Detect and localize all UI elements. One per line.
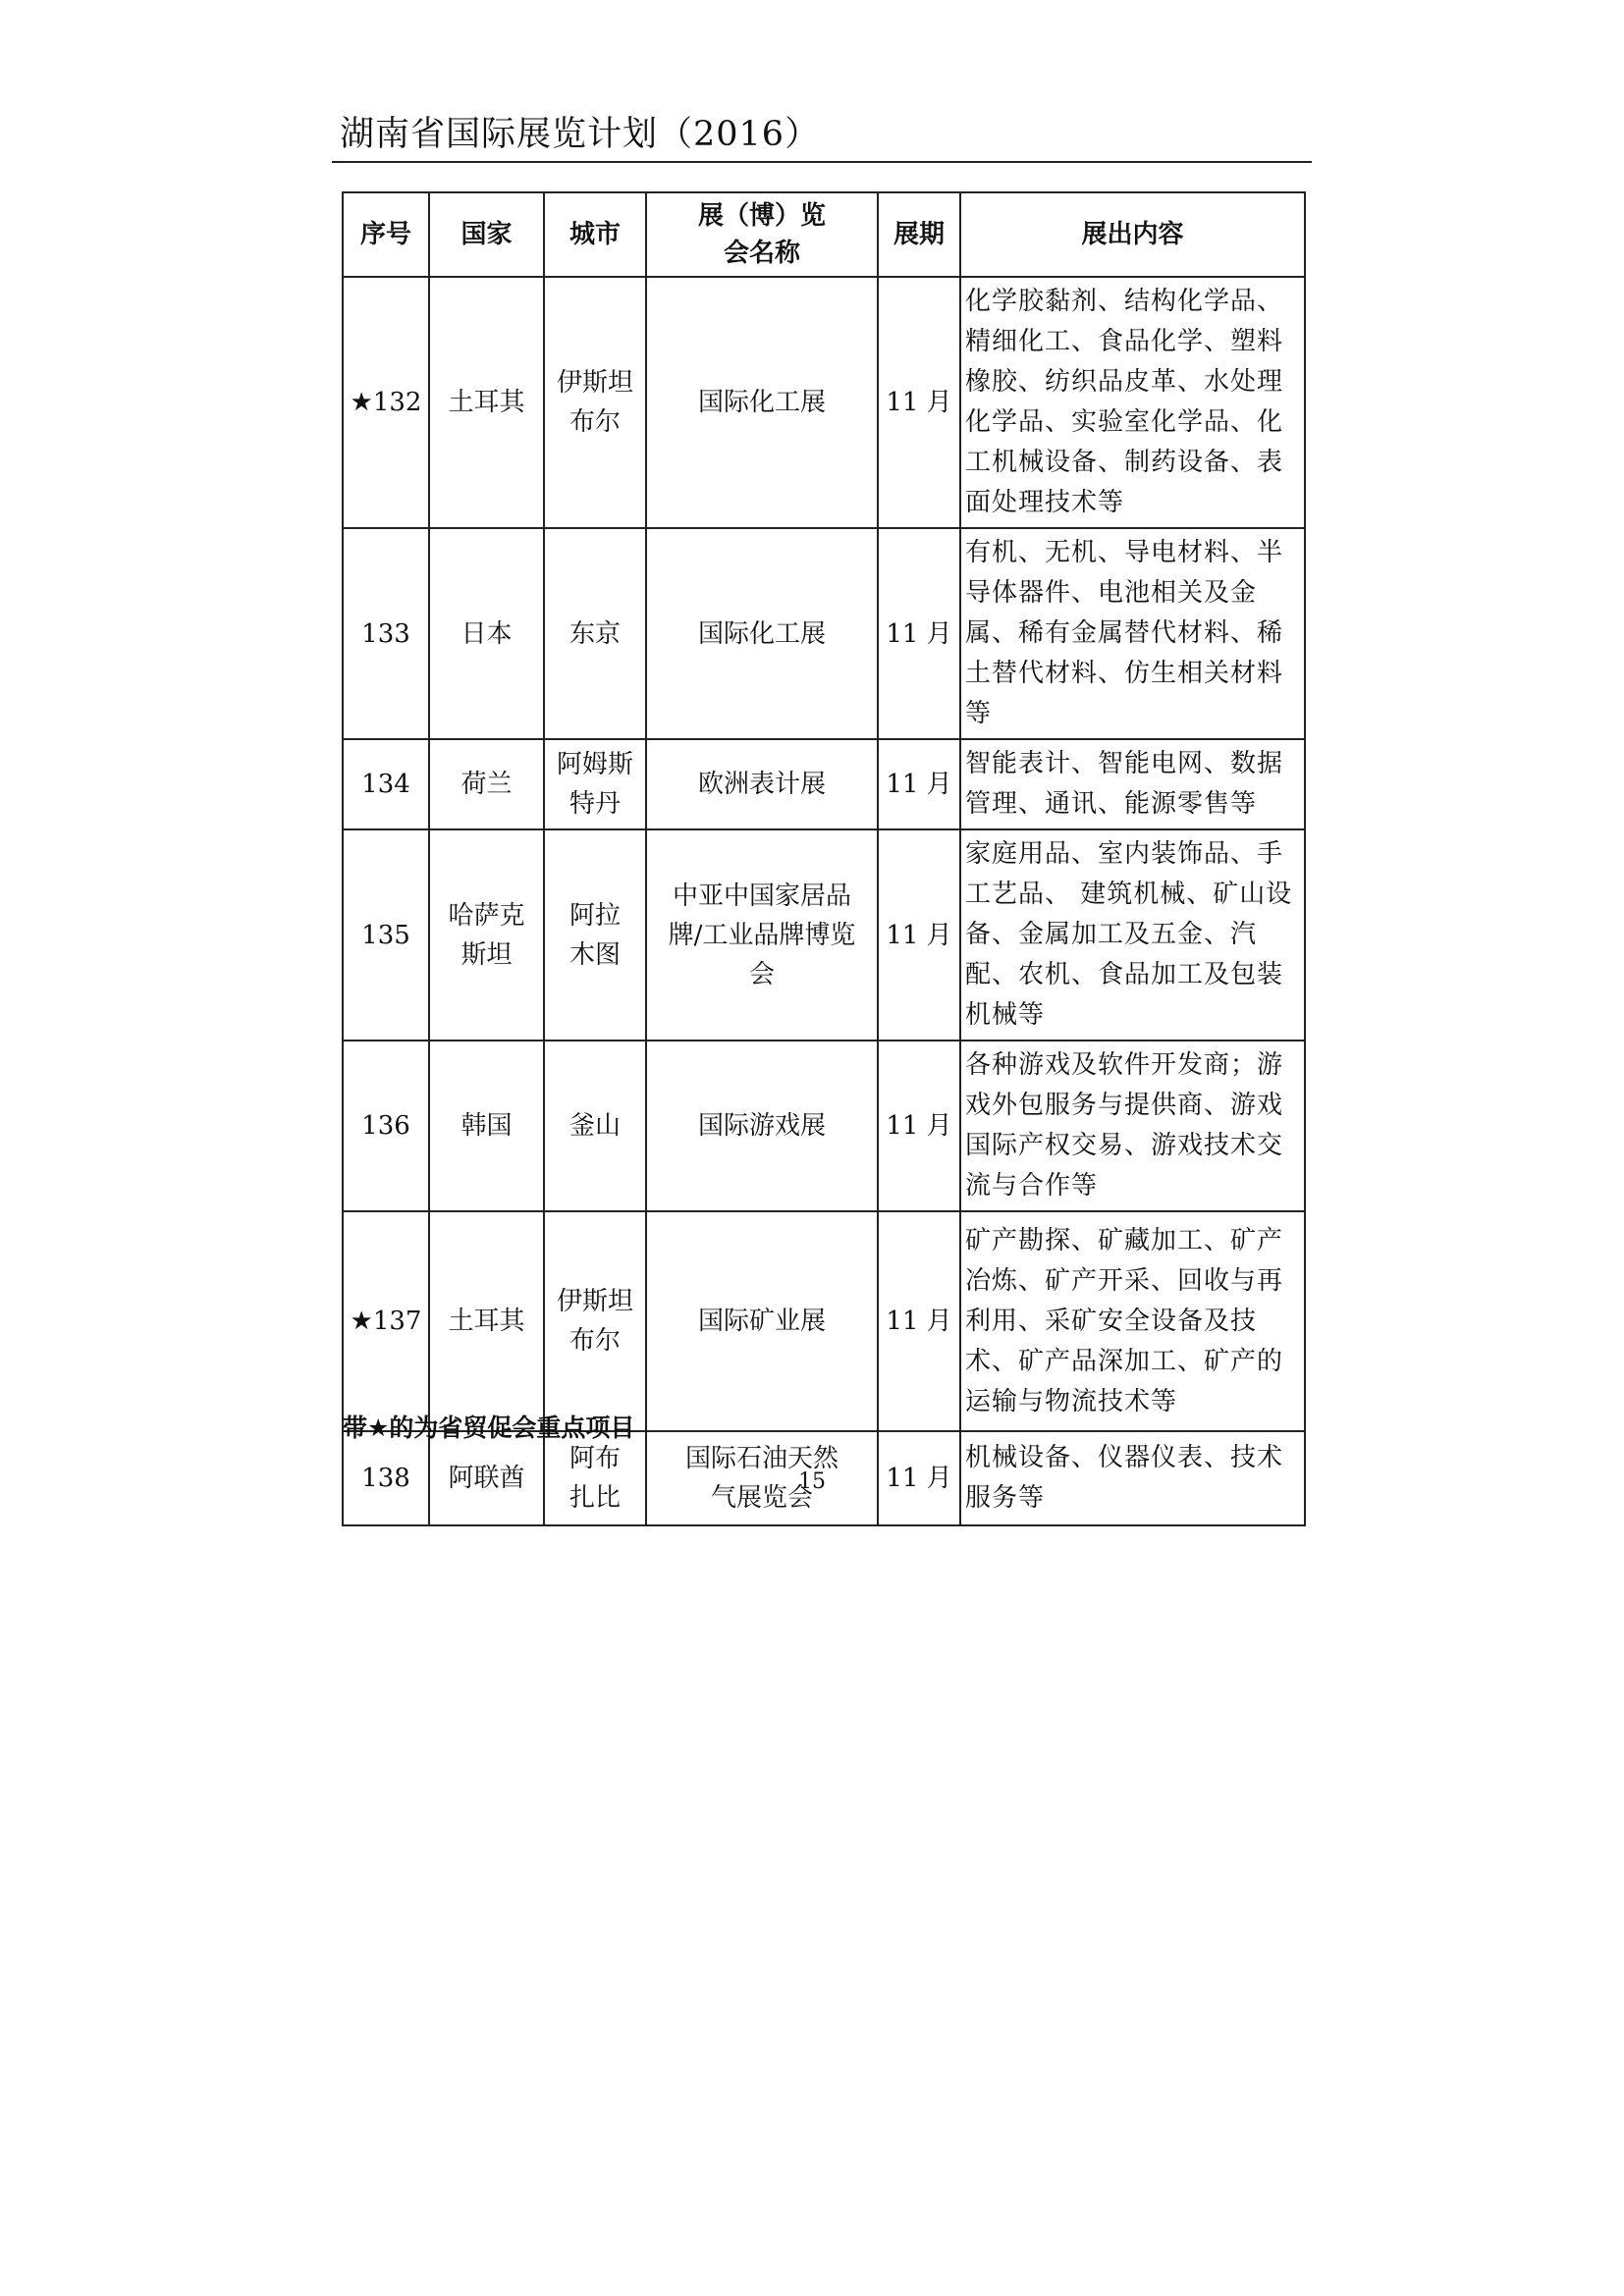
cell-city-label: 伊斯坦布尔 (557, 368, 634, 437)
cell-name-label: 中亚中国家居品牌/工业品牌博览会 (668, 881, 856, 989)
cell-city: 东京 (544, 528, 646, 739)
cell-city-label: 阿拉木图 (569, 900, 622, 970)
header-content: 展出内容 (960, 192, 1305, 277)
cell-date: 11 月 (878, 1431, 960, 1525)
page-number: 15 (798, 1469, 826, 1494)
cell-country: 土耳其 (429, 277, 544, 528)
cell-no: ★132 (343, 277, 429, 528)
cell-no: 134 (343, 739, 429, 829)
table-row (343, 829, 1305, 1041)
header-name-label: 展（博）览会名称 (698, 201, 827, 268)
cell-city-label: 伊斯坦布尔 (557, 1287, 634, 1356)
cell-content: 各种游戏及软件开发商；游戏外包服务与提供商、游戏国际产权交易、游戏技术交流与合作等 (960, 1041, 1305, 1211)
cell-country: 土耳其 (429, 1211, 544, 1431)
header-date: 展期 (878, 192, 960, 277)
cell-no: 133 (343, 528, 429, 739)
table-row (343, 1041, 1305, 1211)
table-header-row (343, 192, 1305, 277)
cell-no: 135 (343, 829, 429, 1041)
header-rule (332, 161, 1312, 163)
cell-country (429, 829, 544, 1041)
cell-city-label: 阿姆斯特丹 (557, 750, 634, 819)
header-no-label: 序号 (360, 220, 412, 249)
cell-content: 矿产勘探、矿藏加工、矿产冶炼、矿产开采、回收与再利用、采矿安全设备及技术、矿产品深加工、矿产的运输与物流技术等 (960, 1211, 1305, 1431)
cell-no: 136 (343, 1041, 429, 1211)
key-project-note: 带★的为省贸促会重点项目 (343, 1414, 635, 1442)
cell-content: 机械设备、仪器仪表、技术服务等 (960, 1431, 1305, 1525)
cell-date: 11 月 (878, 1041, 960, 1211)
cell-name (646, 829, 878, 1041)
table-row (343, 277, 1305, 528)
cell-name-label: 国际石油天然气展览会 (685, 1444, 839, 1513)
cell-date: 11 月 (878, 1211, 960, 1431)
cell-date: 11 月 (878, 277, 960, 528)
cell-country: 韩国 (429, 1041, 544, 1211)
cell-city (544, 829, 646, 1041)
table-row (343, 528, 1305, 739)
cell-name: 国际游戏展 (646, 1041, 878, 1211)
table-row (343, 1211, 1305, 1431)
header-city: 城市 (544, 192, 646, 277)
cell-no: 138 (343, 1431, 429, 1525)
header-country: 国家 (429, 192, 544, 277)
cell-content: 化学胶黏剂、结构化学品、精细化工、食品化学、塑料橡胶、纺织品皮革、水处理化学品、实验室化学品、化工机械设备、制药设备、表面处理技术等 (960, 277, 1305, 528)
cell-content: 有机、无机、导电材料、半导体器件、电池相关及金属、稀有金属替代材料、稀土替代材料、仿生相关材料等 (960, 528, 1305, 739)
page-header-title: 湖南省国际展览计划（2016） (340, 115, 821, 154)
cell-content: 家庭用品、室内装饰品、手工艺品、 建筑机械、矿山设备、金属加工及五金、汽配、农机、食品加工及包装机械等 (960, 829, 1305, 1041)
cell-country: 荷兰 (429, 739, 544, 829)
exhibition-table (342, 191, 1306, 1526)
cell-country-label: 哈萨克斯坦 (448, 900, 525, 970)
cell-date: 11 月 (878, 528, 960, 739)
header-name (646, 192, 878, 277)
cell-no: ★137 (343, 1211, 429, 1431)
cell-name: 国际化工展 (646, 528, 878, 739)
cell-city (544, 277, 646, 528)
cell-country: 日本 (429, 528, 544, 739)
cell-country: 阿联酋 (429, 1431, 544, 1525)
cell-date: 11 月 (878, 739, 960, 829)
cell-city (544, 739, 646, 829)
table-row (343, 739, 1305, 829)
cell-city-label: 阿布扎比 (569, 1444, 622, 1513)
cell-city (544, 1211, 646, 1431)
cell-content: 智能表计、智能电网、数据管理、通讯、能源零售等 (960, 739, 1305, 829)
cell-city: 釜山 (544, 1041, 646, 1211)
header-no (343, 192, 429, 277)
cell-date: 11 月 (878, 829, 960, 1041)
cell-name: 国际矿业展 (646, 1211, 878, 1431)
cell-name: 国际化工展 (646, 277, 878, 528)
cell-name: 欧洲表计展 (646, 739, 878, 829)
